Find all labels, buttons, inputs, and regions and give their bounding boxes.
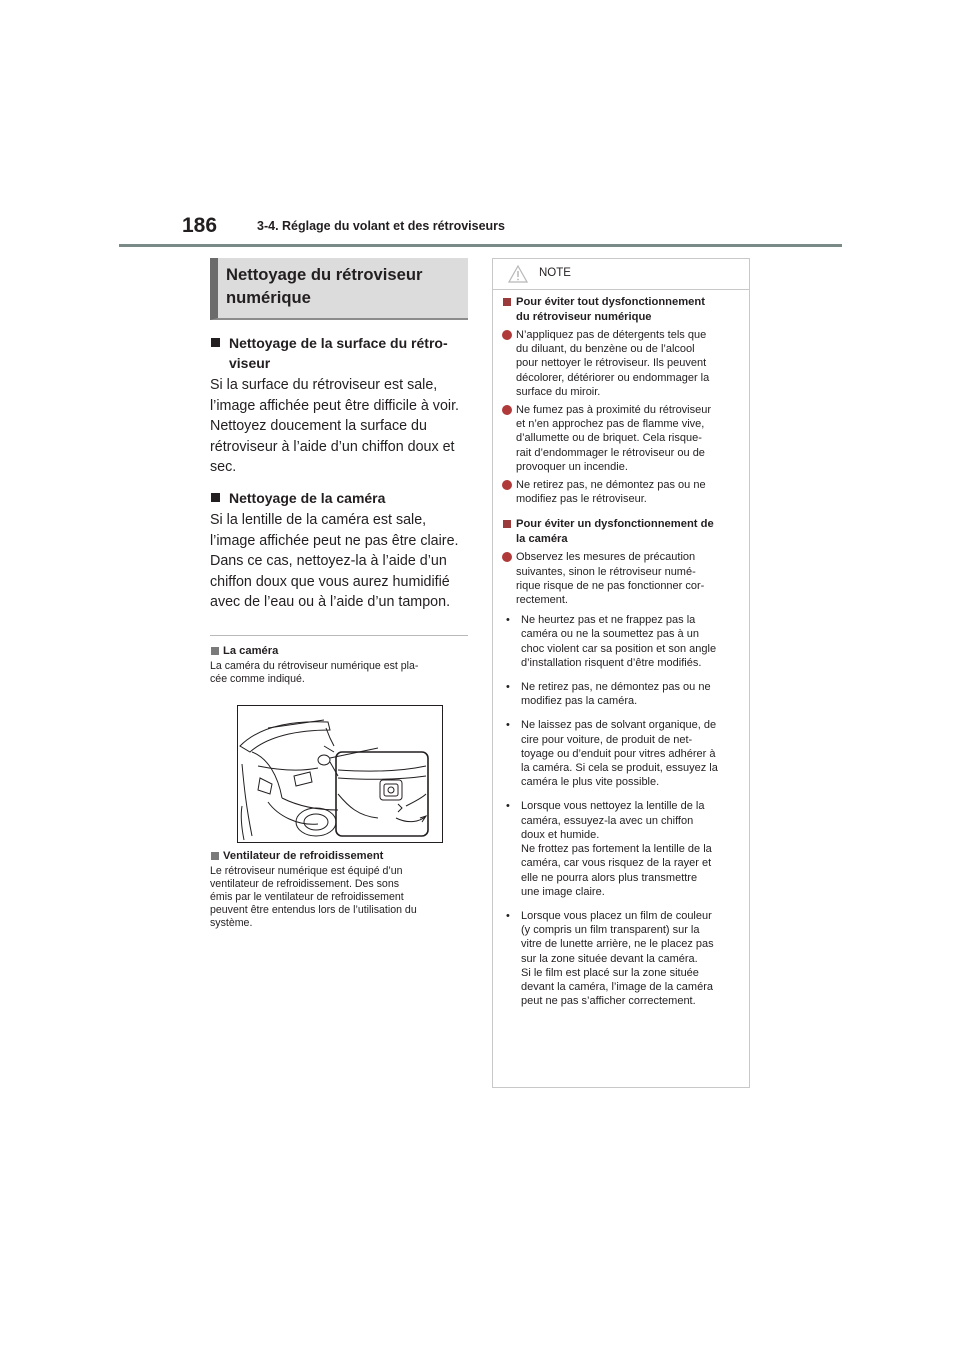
camera-location-illustration	[237, 705, 443, 843]
caution-text: N’appliquez pas de détergents tels que du diluant, du benzène ou de l’alcool pour nettoyer le rétroviseur. Ils peuvent décolorer, détériorer ou endommager la surface du miroir.	[516, 329, 710, 398]
section-title: Nettoyage du rétroviseur numérique	[226, 265, 423, 307]
caution-text: Observez les mesures de précaution suivantes, sinon le rétroviseur numé- rique risque de ne pas fonctionner cor- rectement.	[516, 551, 705, 607]
subheading-camera	[210, 644, 468, 658]
note-box	[492, 258, 750, 1088]
square-bullet-icon	[503, 298, 511, 306]
subheading-fan	[210, 849, 468, 863]
caution-text: Ne retirez pas, ne démontez pas ou ne modifiez pas le rétroviseur.	[516, 479, 706, 506]
circle-bullet-icon	[502, 552, 512, 562]
list-text: Lorsque vous nettoyez la lentille de la caméra, essuyez-la avec un chiffon doux et humide. Ne frottez pas fortement la lentille de la caméra, car vous risquez de la rayer et elle ne pourra alors plus transmettre une image claire.	[521, 800, 712, 898]
note-heading-camera	[503, 517, 737, 546]
header-title: 3-4. Réglage du volant et des rétroviseurs	[257, 219, 505, 233]
caution-item	[503, 478, 737, 506]
list-text: Ne retirez pas, ne démontez pas ou ne modifiez pas la caméra.	[521, 681, 711, 708]
paragraph-fan: Le rétroviseur numérique est équipé d’un ventilateur de refroidissement. Des sons émis par le ventilateur de refroidissement peuvent être entendus lors de l’utilisation du système.	[210, 864, 417, 929]
bullet: •	[506, 614, 510, 627]
subheading-text: Nettoyage de la surface du rétro- viseur	[229, 335, 448, 371]
subheading-text: Nettoyage de la caméra	[229, 489, 386, 506]
note-heading-mirror	[503, 295, 737, 324]
bullet: •	[506, 909, 510, 922]
caution-text: Ne fumez pas à proximité du rétroviseur et n’en approchez pas de flamme vive, d’allumette ou de briquet. Cela risque- rait d’endommager le rétroviseur ou de provoquer un incendie.	[516, 404, 712, 473]
note-title: NOTE	[539, 267, 571, 279]
header-rule	[119, 244, 842, 247]
list-item	[503, 909, 737, 1008]
subheading-text: La caméra	[223, 644, 279, 657]
list-item	[503, 680, 737, 708]
warning-triangle-icon	[508, 265, 528, 283]
list-text: Lorsque vous placez un film de couleur (y compris un film transparent) sur la vitre de lunette arrière, ne le placez pas sur la zone située devant la caméra. Si le film est placé sur la zone située devant la caméra, l’image de la caméra peut ne pas s’afficher correctement.	[521, 909, 714, 1008]
square-bullet-icon	[211, 852, 219, 860]
subheading-mirror-surface	[210, 333, 468, 373]
subheading-camera-cleaning	[210, 488, 468, 508]
note-heading-text: Pour éviter un dysfonctionnement de la caméra	[516, 518, 714, 545]
caution-item	[503, 550, 737, 607]
left-column	[210, 258, 468, 930]
circle-bullet-icon	[502, 330, 512, 340]
caution-item	[503, 403, 737, 474]
paragraph-mirror-surface: Si la surface du rétroviseur est sale, l’image affichée peut être difficile à voir. Nettoyez doucement la surface du rétroviseur à l’aide d’un chiffon doux et sec.	[210, 377, 460, 476]
bullet: •	[506, 800, 510, 813]
car-rear-camera-icon	[238, 706, 442, 842]
note-heading-text: Pour éviter tout dysfonctionnement du rétroviseur numérique	[516, 296, 705, 323]
note-body	[493, 290, 749, 1008]
divider	[210, 635, 468, 636]
square-bullet-icon	[211, 493, 220, 502]
paragraph-camera-cleaning: Si la lentille de la caméra est sale, l’image affichée peut ne pas être claire. Dans ce cas, nettoyez-la à l’aide d’un chiffon doux que vous aurez humidifié avec de l’eau ou à l’aide d’un tampon.	[210, 511, 459, 611]
square-bullet-icon	[211, 647, 219, 655]
square-bullet-icon	[211, 338, 220, 347]
list-item	[503, 613, 737, 670]
list-text: Ne heurtez pas et ne frappez pas la caméra ou ne la soumettez pas à un choc violent car sa position et son angle d’installation risquent d’être modifiés.	[521, 614, 717, 669]
circle-bullet-icon	[502, 405, 512, 415]
caution-item	[503, 328, 737, 399]
square-bullet-icon	[503, 520, 511, 528]
list-item	[503, 799, 737, 898]
section-heading	[210, 258, 468, 320]
bullet: •	[506, 719, 510, 732]
list-item	[503, 718, 737, 789]
list-text: Ne laissez pas de solvant organique, de cire pour voiture, de produit de net- toyage ou d’enduit pour vitres adhérer à la caméra. Si cela se produit, essuyez la caméra le plus vite possible.	[521, 719, 718, 789]
subheading-text: Ventilateur de refroidissement	[223, 849, 384, 862]
page-number: 186	[182, 214, 218, 237]
bullet: •	[506, 681, 510, 694]
note-header	[493, 259, 749, 290]
paragraph-camera: La caméra du rétroviseur numérique est pla- cée comme indiqué.	[210, 659, 419, 685]
circle-bullet-icon	[502, 480, 512, 490]
